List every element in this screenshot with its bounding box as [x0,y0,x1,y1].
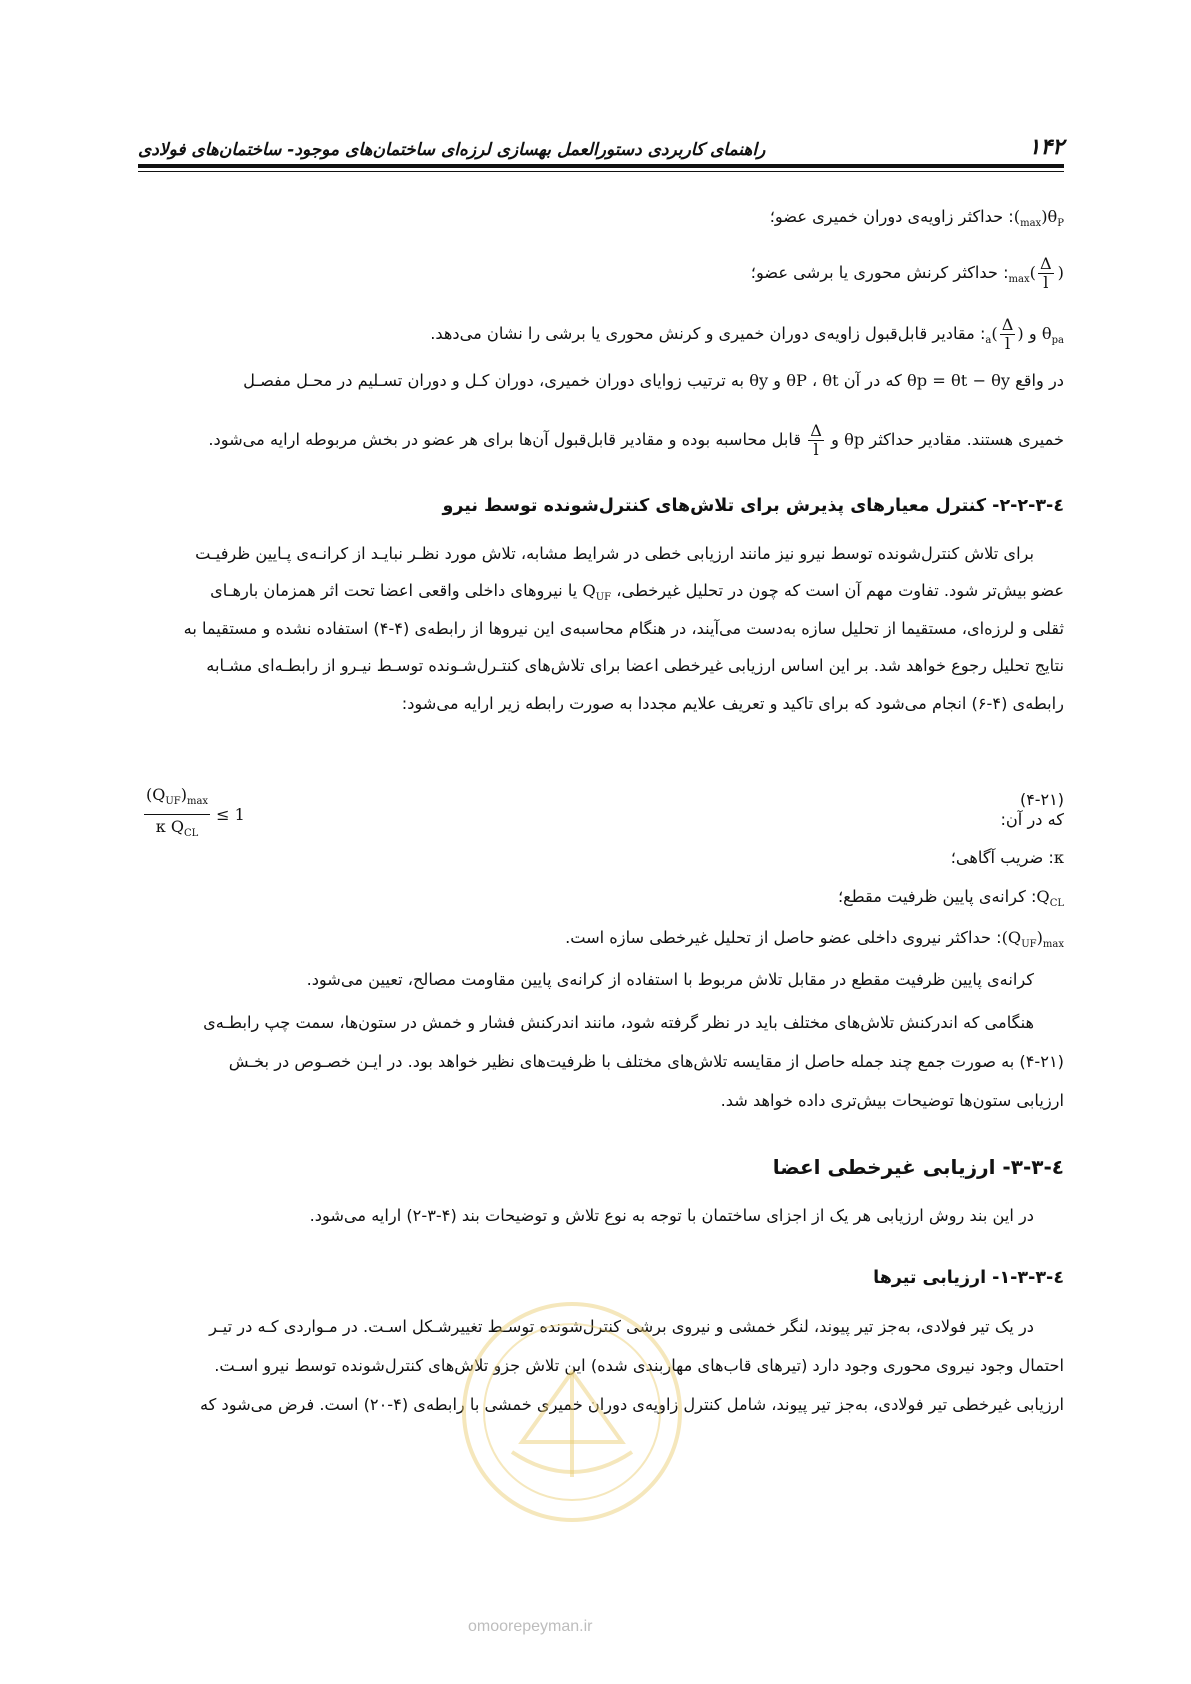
def-delta-l-max: ) $\frac{\Delta}{l}$ ($_{max}$: حداکثر کرنش محوری یا برشی عضو؛ [750,254,1064,292]
para5: در این بند روش ارزیابی هر یک از اجزای ساختمان با توجه به نوع تلاش و توضیحات بند (۴-۳-۲) ارایه می‌شود. [309,1206,1034,1225]
page-header [138,128,1064,160]
running-title: راهنمای کاربردی دستورالعمل بهسازی لرزه‌ای ساختمان‌های موجود- ساختمان‌های فولادی [138,140,766,160]
def-theta-p-max: $\theta_P)_{max}$(: حداکثر زاویه‌ی دوران خمیری عضو؛ [769,207,1064,229]
para2-line4: نتایج تحلیل رجوع خواهد شد. بر این اساس ارزیابی غیرخطی اعضا برای تلاش‌های کنتـرل‌شـونده توسـط نیـرو از رابطـه‌ای مشـابه [206,656,1064,675]
watermark-text: omoorepeyman.ir [468,1618,593,1635]
para4-line1: هنگامی که اندرکنش تلاش‌های مختلف باید در نظر گرفته شود، مانند اندرکنش فشار و خمش در ستون‌ها، سمت چپ رابطـه‌ی [203,1013,1034,1032]
section-heading-4-3-3: ٤-٣-٣- ارزیابی غیرخطی اعضا [772,1155,1064,1179]
where-quf: $(Q_{UF})_{max}$: حداکثر نیروی داخلی عضو حاصل از تحلیل غیرخطی سازه است. [565,928,1064,950]
para2-line5: رابطه‌ی (۴-۶) انجام می‌شود که برای تاکید و تعریف علایم مجددا به صورت رابطه زیر ارایه می‌شود: [401,694,1064,713]
def-acceptable: $\theta_{pa}$ و ) $\frac{\Delta}{l}$ ($_a$: مقادیر قابل‌قبول زاویه‌ی دوران خمیری و کرنش محوری یا برشی را نشان می‌دهد. [430,315,1064,353]
where-intro: که در آن: [1000,810,1064,829]
para6-line1: در یک تیر فولادی، به‌جز تیر پیوند، لنگر خمشی و نیروی برشی کنترل‌شونده توسـط تغییرشـکل اسـت. در مـواردی کـه در تیـر [209,1317,1034,1336]
para2-line2: عضو بیش‌تر شود. تفاوت مهم آن است که چون در تحلیل غیرخطی، $Q_{UF}$ یا نیروهای داخلی واقعی اعضا تحت اثر همزمان بارهـای [210,581,1064,603]
para2-line3: ثقلی و لرزه‌ای، مستقیما از تحلیل سازه به‌دست می‌آیند، در هنگام محاسبه‌ی این نیروها از رابطه‌ی (۴-۴) استفاده نشده و مستقیما به [183,619,1064,638]
para2-line1: برای تلاش کنترل‌شونده توسط نیرو نیز مانند ارزیابی خطی در شرایط مشابه، تلاش مورد نظـر نبایـد از کرانـه‌ی پـایین ظرفیـت [195,544,1034,563]
para3: کرانه‌ی پایین ظرفیت مقطع در مقابل تلاش مربوط با استفاده از کرانه‌ی پایین مقاومت مصالح، تعیین می‌شود. [306,970,1034,989]
where-kappa: κ: ضریب آگاهی؛ [950,848,1064,867]
header-rule-thick [138,164,1064,168]
page-number: ۱۴۲ [1028,135,1064,160]
equation-number: (۴-۲۱) [1019,790,1064,809]
para6-line2: احتمال وجود نیروی محوری وجود دارد (تیرهای قاب‌های مهاربندی شده) این تلاش جزو تلاش‌های کنترل‌شونده توسط نیرو اسـت. [214,1356,1064,1375]
para1-line1: در واقع θp = θt − θy که در آن θP ، θt و θy به ترتیب زوایای دوران خمیری، دوران کـل و دوران تسـلیم در محـل مفصـل [243,371,1064,390]
equation-4-21: $\frac{(Q_{UF})_{max}}{\kappa Q_{CL}}$ ≤ 1 [146,785,245,839]
section-heading-4-3-3-1: ٤-٣-٣-١- ارزیابی تیرها [873,1268,1064,1288]
para6-line3: ارزیابی غیرخطی تیر فولادی، به‌جز تیر پیوند، شامل کنترل زاویه‌ی دوران خمیری خمشی با رابطه‌ی (۴-۲۰) است. فرض می‌شود که [199,1395,1064,1414]
watermark-seal-icon [452,1292,692,1532]
section-heading-4-3-2-2: ٤-٣-٢-٢- کنترل معیارهای پذیرش برای تلاش‌های کنترل‌شونده توسط نیرو [442,496,1064,516]
para4-line3: ارزیابی ستون‌ها توضیحات بیش‌تری داده خواهد شد. [720,1091,1064,1110]
para1-line2: خمیری هستند. مقادیر حداکثر θp و $\frac{\Delta}{l}$ قابل محاسبه بوده و مقادیر قابل‌قبول آن‌ها برای هر عضو در بخش مربوطه ارایه می‌شود. [208,421,1064,459]
where-qcl: $Q_{CL}$: کرانه‌ی پایین ظرفیت مقطع؛ [838,887,1064,909]
para4-line2: (۴-۲۱) به صورت جمع چند جمله حاصل از مقایسه تلاش‌های مختلف با ظرفیت‌های نظیر خواهد بود. در ایـن خصـوص در بخـش [228,1052,1064,1071]
header-rule-thin [138,171,1064,172]
